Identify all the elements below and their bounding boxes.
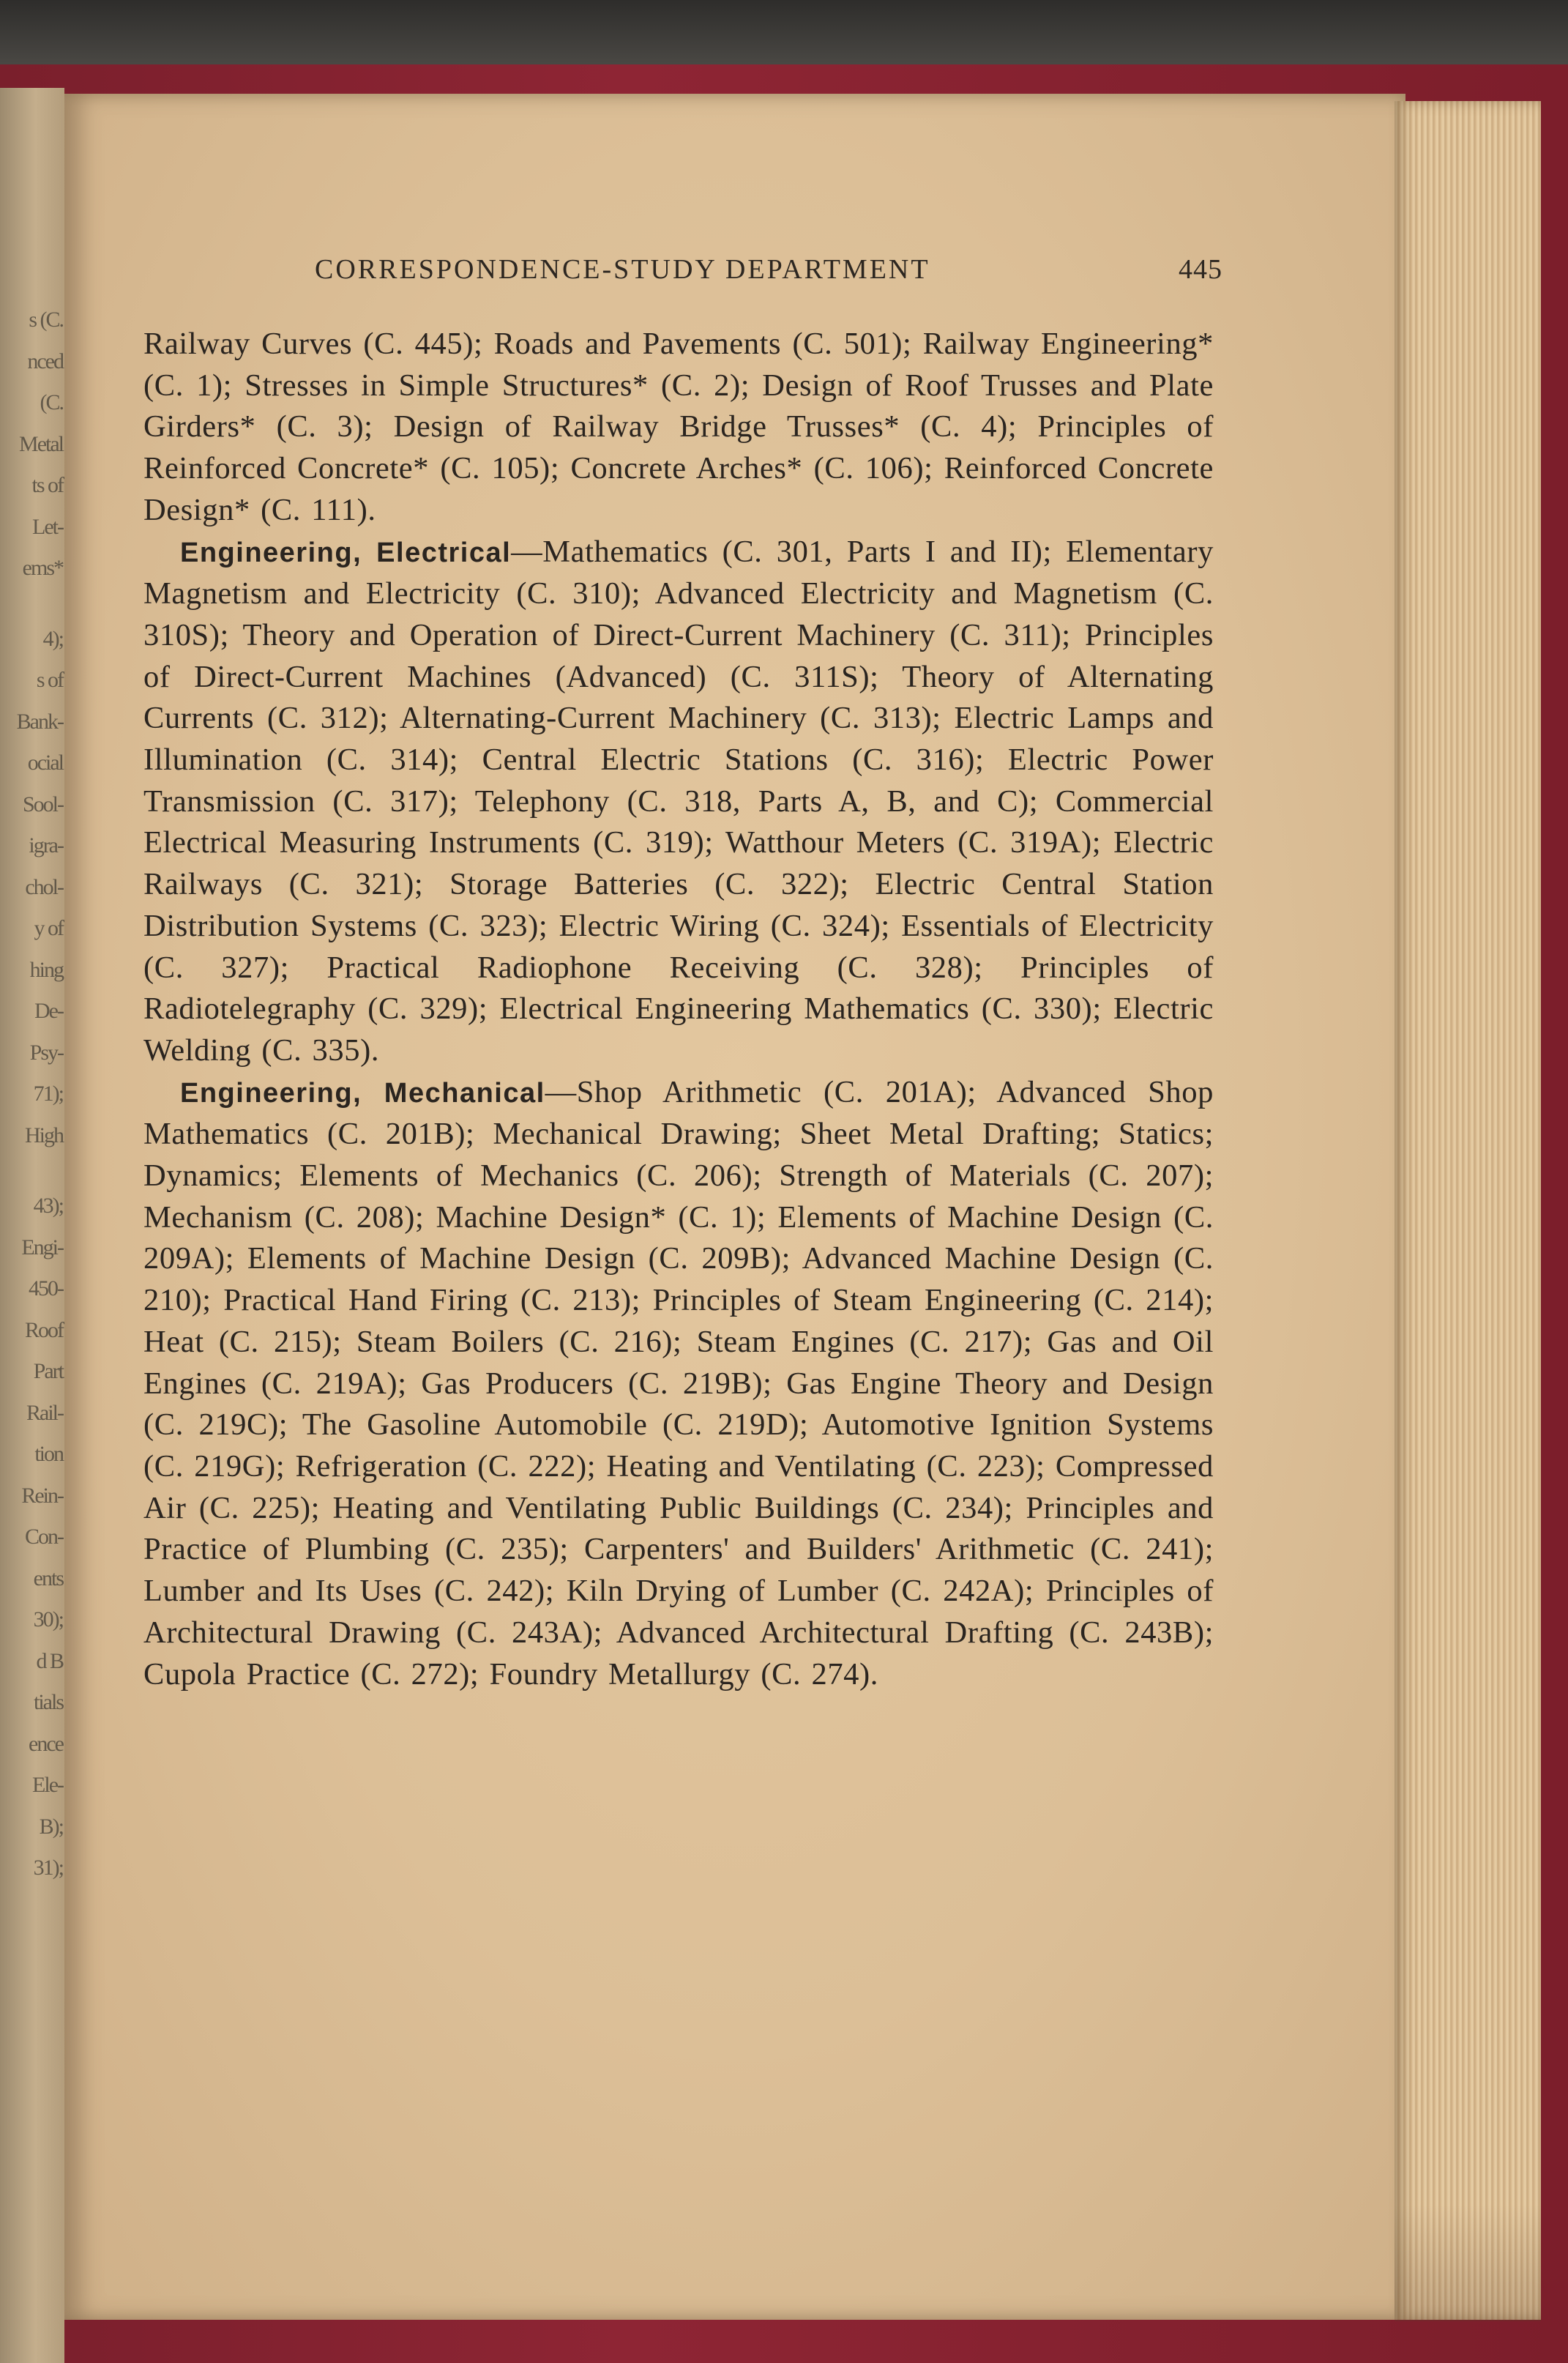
- left-page-fragment: Roof: [25, 1317, 63, 1342]
- left-page-fragment: s of: [36, 668, 63, 692]
- left-page-fragment: Rail-: [26, 1400, 63, 1425]
- left-page-fragment: Part: [33, 1359, 63, 1383]
- left-page-fragment: Ele-: [32, 1773, 63, 1797]
- left-page-fragment: Psy-: [29, 1040, 63, 1065]
- left-page-fragment: y of: [34, 916, 63, 940]
- paragraph-electrical: [143, 532, 1214, 1072]
- left-page-fragment: ts of: [31, 473, 63, 497]
- left-page-fragment: B);: [39, 1814, 63, 1839]
- left-page-fragment: Sool-: [22, 792, 63, 816]
- paragraph-text: —Mathematics (C. 301, Parts I and II); Elementary Magnetism and Electricity (C. 310); Advanced Electricity and Magnetism (C. 310S); Theory and Operation of Direct-Current Machinery (C. 311); Principles of Direct-Current Machines (Advanced) (C. 311S); Theory of Alternating Currents (C. 312); Alternating-Current Machinery (C. 313); Electric Lamps and Illumination (C. 314); Central Electric Stations (C. 316); Electric Power Transmission (C. 317); Telephony (C. 318, Parts A, B, and C); Commercial Electrical Measuring Instruments (C. 319); Watthour Meters (C. 319A); Electric Railways (C. 321); Storage Batteries (C. 322); Electric Central Station Distribution Systems (C. 323); Electric Wiring (C. 324); Essentials of Electricity (C. 327); Practical Radiophone Receiving (C. 328); Principles of Radiotelegraphy (C. 329); Electrical Engineering Mathematics (C. 330); Electric Welding (C. 335).: [143, 534, 1214, 1068]
- left-page-fragment: ents: [33, 1566, 63, 1590]
- left-page-fragment: chol-: [25, 874, 63, 899]
- left-page-fragment: 71);: [33, 1082, 63, 1106]
- paragraph-civil-continued: [143, 324, 1214, 532]
- left-page-fragment: s (C.: [29, 308, 63, 332]
- left-page-fragment: ocial: [27, 751, 63, 775]
- paragraph-text: —Shop Arithmetic (C. 201A); Advanced Shop Mathematics (C. 201B); Mechanical Drawing; Sheet Metal Drafting; Statics; Dynamics; Elements of Mechanics (C. 206); Strength of Materials (C. 207); Mechanism (C. 208); Machine Design* (C. 1); Elements of Machine Design (C. 209A); Elements of Machine Design (C. 209B); Advanced Machine Design (C. 210); Practical Hand Firing (C. 213); Principles of Steam Engineering (C. 214); Heat (C. 215); Steam Boilers (C. 216); Steam Engines (C. 217); Gas and Oil Engines (C. 219A); Gas Producers (C. 219B); Gas Engine Theory and Design (C. 219C); The Gasoline Automobile (C. 219D); Automotive Ignition Systems (C. 219G); Refrigeration (C. 222); Heating and Ventilating (C. 223); Compressed Air (C. 225); Heating and Ventilating Public Buildings (C. 234); Principles and Practice of Plumbing (C. 235); Carpenters' and Builders' Arithmetic (C. 241); Lumber and Its Uses (C. 242); Kiln Drying of Lumber (C. 242A); Principles of Architectural Drawing (C. 243A); Advanced Architectural Drafting (C. 243B); Cupola Practice (C. 272); Foundry Metallurgy (C. 274).: [143, 1074, 1214, 1692]
- left-page-fragment: Bank-: [16, 709, 63, 734]
- section-heading-mechanical: Engineering, Mechanical: [180, 1077, 545, 1109]
- running-head: [315, 253, 1222, 291]
- left-page-fragment: Con-: [25, 1525, 63, 1549]
- left-page-fragment: De-: [34, 999, 63, 1023]
- paragraph-mechanical: [143, 1072, 1214, 1696]
- left-page-fragment: Engi-: [21, 1235, 63, 1259]
- left-page-fragment: 30);: [33, 1607, 63, 1631]
- left-page-fragment: 450-: [29, 1276, 63, 1300]
- section-heading-electrical: Engineering, Electrical: [180, 537, 512, 568]
- running-head-title: CORRESPONDENCE-STUDY DEPARTMENT: [315, 254, 930, 285]
- page-stack-shadow: [1395, 2204, 1541, 2321]
- page-stack-edge: [1395, 101, 1541, 2320]
- left-page-fragment: (C.: [40, 390, 63, 414]
- left-page-fragment: High: [25, 1123, 63, 1147]
- left-page-fragment: hing: [29, 957, 63, 982]
- left-page-fragment: d B: [36, 1648, 63, 1673]
- left-page-fragment: Rein-: [21, 1483, 63, 1508]
- left-page-fragment: Metal: [19, 431, 63, 456]
- left-page-fragment: nced: [27, 349, 63, 373]
- left-page-fragment: tials: [34, 1690, 63, 1714]
- left-page-fragment: ems*: [22, 556, 63, 580]
- left-page-fragment: Let-: [32, 514, 63, 539]
- left-page-fragment: 43);: [33, 1194, 63, 1218]
- paragraph-text: Railway Curves (C. 445); Roads and Pavements (C. 501); Railway Engineering* (C. 1); Stresses in Simple Structures* (C. 2); Design of Roof Trusses and Plate Girders* (C. 3); Design of Railway Bridge Trusses* (C. 4); Principles of Reinforced Concrete* (C. 105); Concrete Arches* (C. 106); Reinforced Concrete Design* (C. 111).: [143, 327, 1214, 527]
- left-page-fragment: ence: [29, 1731, 63, 1756]
- left-page-edge: [0, 88, 64, 2363]
- left-page-fragment: tion: [34, 1442, 63, 1466]
- page-number: 445: [1179, 254, 1222, 285]
- left-page-fragment: igra-: [29, 833, 63, 857]
- left-page-fragment: 31);: [33, 1856, 63, 1880]
- left-page-fragment: 4);: [42, 626, 63, 651]
- body-text: [143, 324, 1214, 1695]
